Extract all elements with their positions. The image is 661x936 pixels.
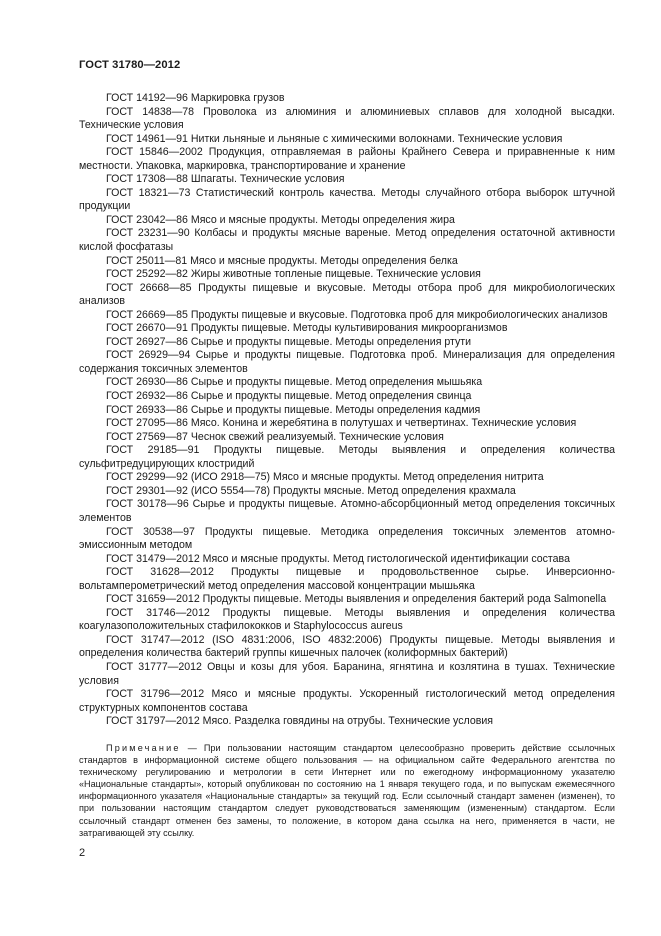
reference-entry: ГОСТ 31659—2012 Продукты пищевые. Методы выявления и определения бактерий рода Salmonella — [106, 593, 607, 606]
reference-entry: ГОСТ 30538—97 Продукты пищевые. Методика определения токсичных элементов атомно-эмиссионным методом — [79, 525, 615, 552]
reference-entry: ГОСТ 26930—86 Сырье и продукты пищевые. Метод определения мышьяка — [106, 376, 483, 389]
reference-entry: ГОСТ 31479—2012 Мясо и мясные продукты. Метод гистологической идентификации состава — [106, 552, 570, 565]
reference-entry: ГОСТ 26668—85 Продукты пищевые и вкусовые. Методы отбора проб для микробиологических анализов — [79, 281, 615, 308]
reference-entry: ГОСТ 23042—86 Мясо и мясные продукты. Методы определения жира — [106, 213, 455, 226]
reference-entry: ГОСТ 30178—96 Сырье и продукты пищевые. Атомно-абсорбционный метод определения токсичных элементов — [79, 498, 615, 524]
reference-entry: ГОСТ 14838—78 Проволока из алюминия и алюминиевых сплавов для холодной высадки. Технические условия — [79, 105, 615, 132]
reference-entry: ГОСТ 18321—73 Статистический контроль качества. Методы случайного отбора выборок штучной продукции — [79, 186, 615, 213]
reference-entry: ГОСТ 31628—2012 Продукты пищевые и продовольственное сырье. Инверсионно-вольтамперометрический метод определения массовой концентрации мышьяка — [79, 566, 615, 592]
reference-entry: ГОСТ 17308—88 Шпагаты. Технические условия — [106, 173, 345, 186]
reference-entry: ГОСТ 26670—91 Продукты пищевые. Методы культивирования микроорганизмов — [106, 322, 508, 335]
normative-references-list — [79, 92, 615, 729]
document-header: ГОСТ 31780—2012 — [79, 59, 181, 71]
note-text: — При пользовании настоящим стандартом целесообразно проверить действие ссылочных стандартов в информационной системе общего пользования — на официальном сайте Федерального агентства по техническому регулированию и метрологии в сети Интернет или по ежегодному информационному указателю «Национальные стандарты», который опубликован по состоянию на 1 января текущего года, и по выпускам ежемесячного информационного указателя «Национальные стандарты» за текущий год. Если ссылочный стандарт заменен (изменен), то при пользовании настоящим стандартом следует руководствоваться заменяющим (измененным) стандартом. Если ссылочный стандарт отменен без замены, то положение, в котором дана ссылка на него, применяется в части, не затрагивающей эту ссылку. — [79, 743, 615, 838]
reference-entry: ГОСТ 29185—91 Продукты пищевые. Методы выявления и определения количества сульфитредуцирующих клостридий — [79, 444, 615, 470]
note-block — [79, 742, 615, 839]
reference-entry: ГОСТ 31747—2012 (ISO 4831:2006, ISO 4832:2006) Продукты пищевые. Методы выявления и определения количества бактерий группы кишечных палочек (колиформных бактерий) — [79, 633, 615, 660]
reference-entry: ГОСТ 15846—2002 Продукция, отправляемая в районы Крайнего Севера и приравненные к ним местности. Упаковка, маркировка, транспортирование и хранение — [79, 146, 615, 172]
reference-entry: ГОСТ 31746—2012 Продукты пищевые. Методы выявления и определения количества коагулазоположительных стафилококков и Staphylococcus aureus — [79, 606, 615, 633]
reference-entry: ГОСТ 25292—82 Жиры животные топленые пищевые. Технические условия — [106, 268, 481, 281]
reference-entry: ГОСТ 29301—92 (ИСО 5554—78) Продукты мясные. Метод определения крахмала — [106, 484, 516, 497]
reference-entry: ГОСТ 23231—90 Колбасы и продукты мясные вареные. Метод определения остаточной активности кислой фосфатазы — [79, 227, 615, 254]
reference-entry: ГОСТ 27569—87 Чеснок свежий реализуемый. Технические условия — [106, 430, 444, 443]
reference-entry: ГОСТ 26929—94 Сырье и продукты пищевые. Подготовка проб. Минерализация для определения содержания токсичных элементов — [79, 349, 615, 375]
reference-entry: ГОСТ 31796—2012 Мясо и мясные продукты. Ускоренный гистологический метод определения структурных компонентов состава — [79, 688, 615, 714]
reference-entry: ГОСТ 31777—2012 Овцы и козы для убоя. Баранина, ягнятина и козлятина в тушах. Технические условия — [79, 660, 615, 687]
reference-entry: ГОСТ 29299—92 (ИСО 2918—75) Мясо и мясные продукты. Метод определения нитрита — [106, 471, 544, 484]
page-number: 2 — [79, 847, 86, 859]
reference-entry: ГОСТ 26669—85 Продукты пищевые и вкусовые. Подготовка проб для микробиологических анализов — [106, 308, 608, 321]
note-label: Примечание — [106, 743, 181, 753]
reference-entry: ГОСТ 26932—86 Сырье и продукты пищевые. Метод определения свинца — [106, 390, 472, 403]
reference-entry: ГОСТ 27095—86 Мясо. Конина и жеребятина в полутушах и четвертинах. Технические условия — [106, 417, 577, 430]
reference-entry: ГОСТ 26927—86 Сырье и продукты пищевые. Методы определения ртути — [106, 335, 472, 348]
reference-entry: ГОСТ 25011—81 Мясо и мясные продукты. Методы определения белка — [106, 254, 458, 267]
note-paragraph — [79, 742, 615, 839]
reference-entry: ГОСТ 26933—86 Сырье и продукты пищевые. Методы определения кадмия — [106, 403, 481, 416]
reference-entry: ГОСТ 14961—91 Нитки льняные и льняные с химическими волокнами. Технические условия — [106, 132, 563, 145]
reference-entry: ГОСТ 31797—2012 Мясо. Разделка говядины на отрубы. Технические условия — [106, 715, 494, 728]
reference-entry: ГОСТ 14192—96 Маркировка грузов — [106, 92, 285, 104]
